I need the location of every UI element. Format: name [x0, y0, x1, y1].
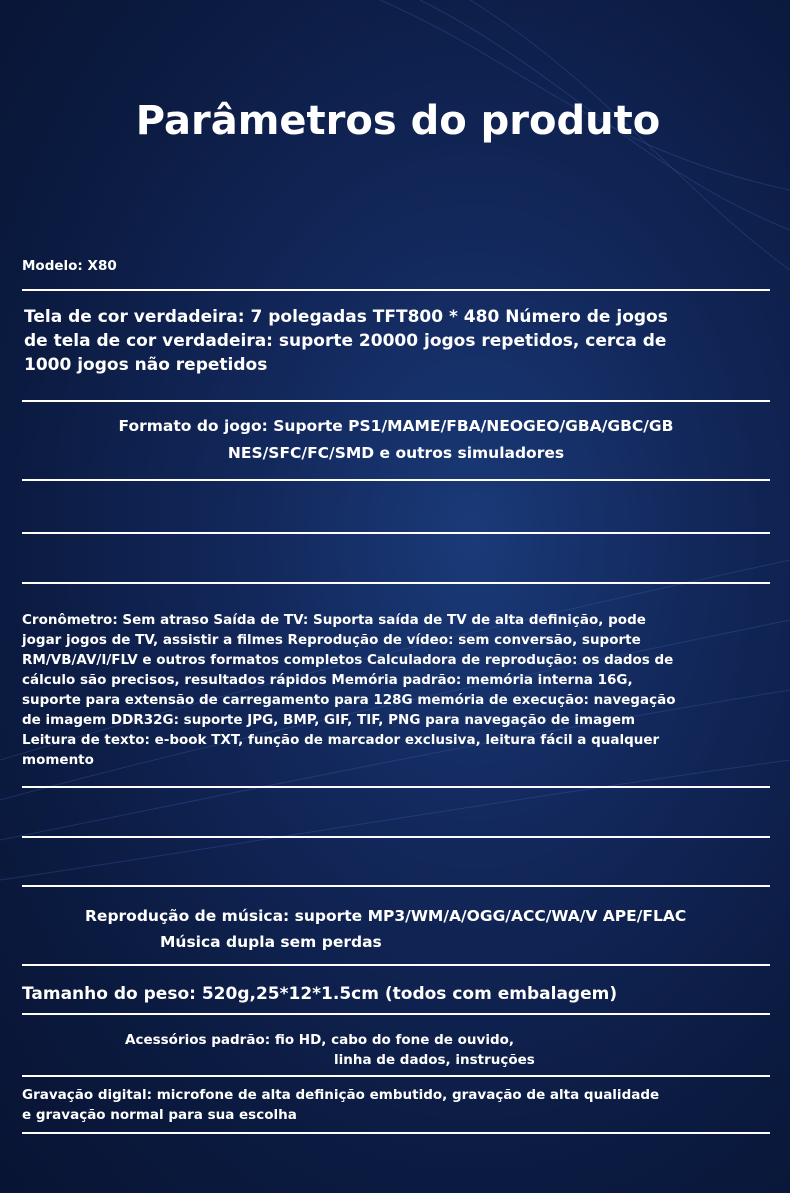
divider [22, 532, 770, 534]
divider [22, 1132, 770, 1134]
divider [22, 836, 770, 838]
divider [22, 479, 770, 481]
spec-musica-line2: Música dupla sem perdas [160, 933, 382, 951]
divider [22, 786, 770, 788]
divider [22, 1075, 770, 1077]
spec-tela: Tela de cor verdadeira: 7 polegadas TFT800 * 480 Número de jogos de tela de cor verdadeira: suporte 20000 jogos repetidos, cerca de 1000 jogos não repetidos [24, 307, 668, 375]
spec-acessorios-line1: Acessórios padrão: fio HD, cabo do fone de ouvido, [125, 1032, 515, 1048]
divider [22, 400, 770, 402]
page-title: Parâmetros do produto [135, 98, 661, 144]
divider [22, 582, 770, 584]
spec-formato-line1: Formato do jogo: Suporte PS1/MAME/FBA/NEOGEO/GBA/GBC/GB [118, 417, 674, 435]
spec-cronometro: Cronômetro: Sem atraso Saída de TV: Suporta saída de TV de alta definição, pode jogar jogos de TV, assistir a filmes Reprodução de vídeo: sem conversão, suporte RM/VB/AV/I/FLV e outros formatos completos Calculadora de reprodução: os dados de cálculo são precisos, resultados rápidos Memória padrão: memória interna 16G, suporte para extensão de carregamento para 128G memória de execução: navegação de imagem DDR32G: suporte JPG, BMP, GIF, TIF, PNG para navegação de imagem Leitura de texto: e-book TXT, função de marcador exclusiva, leitura fácil a qualquer momento [22, 612, 676, 768]
spec-musica-line1: Reprodução de música: suporte MP3/WM/A/OGG/ACC/WA/V APE/FLAC [85, 907, 687, 925]
spec-modelo: Modelo: X80 [22, 258, 117, 274]
spec-formato-line2: NES/SFC/FC/SMD e outros simuladores [227, 444, 565, 462]
spec-acessorios-line2: linha de dados, instruções [334, 1052, 535, 1068]
divider [22, 289, 770, 291]
divider [22, 1013, 770, 1015]
spec-gravacao: Gravação digital: microfone de alta definição embutido, gravação de alta qualidade e gravação normal para sua escolha [22, 1087, 660, 1123]
divider [22, 964, 770, 966]
spec-tamanho: Tamanho do peso: 520g,25*12*1.5cm (todos com embalagem) [22, 984, 618, 1004]
divider [22, 885, 770, 887]
